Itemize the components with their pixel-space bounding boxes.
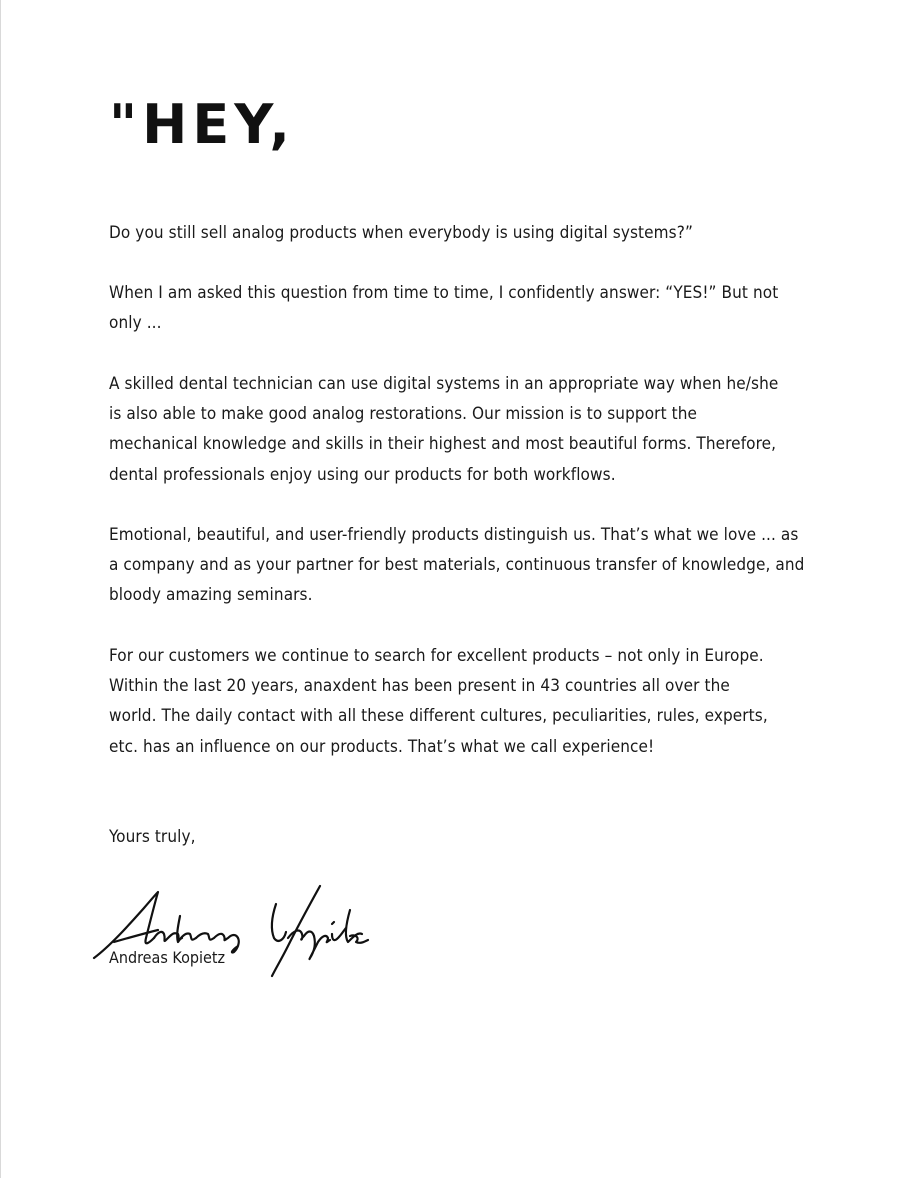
closing-line: Yours truly, (109, 827, 196, 847)
paragraph-values: Emotional, beautiful, and user-friendly products distinguish us. That’s what we love ... as a company and as your partner for best materials, continuous transfer of knowledge, and bloody amazing seminars. (109, 525, 805, 606)
paragraph-question: Do you still sell analog products when everybody is using digital systems?” (109, 223, 693, 243)
paragraph-experience: For our customers we continue to search for excellent products – not only in Europe. Within the last 20 years, anaxdent has been present in 43 countries all over the world. The daily contact with all these different cultures, peculiarities, rules, experts, etc. has an influence on our products. That’s what we call experience! (109, 646, 768, 757)
handwritten-signature (88, 880, 378, 985)
paragraph-mission: A skilled dental technician can use digital systems in an appropriate way when he/she is also able to make good analog restorations. Our mission is to support the mechanical knowledge and skills in their highest and most beautiful forms. Therefore, dental professionals enjoy using our products for both workflows. (109, 374, 779, 485)
paragraph-answer: When I am asked this question from time to time, I confidently answer: “YES!” But not only ... (109, 283, 779, 334)
letter-heading: "HEY, (109, 93, 295, 156)
page-edge (0, 0, 1, 1178)
signer-name: Andreas Kopietz (109, 948, 226, 967)
